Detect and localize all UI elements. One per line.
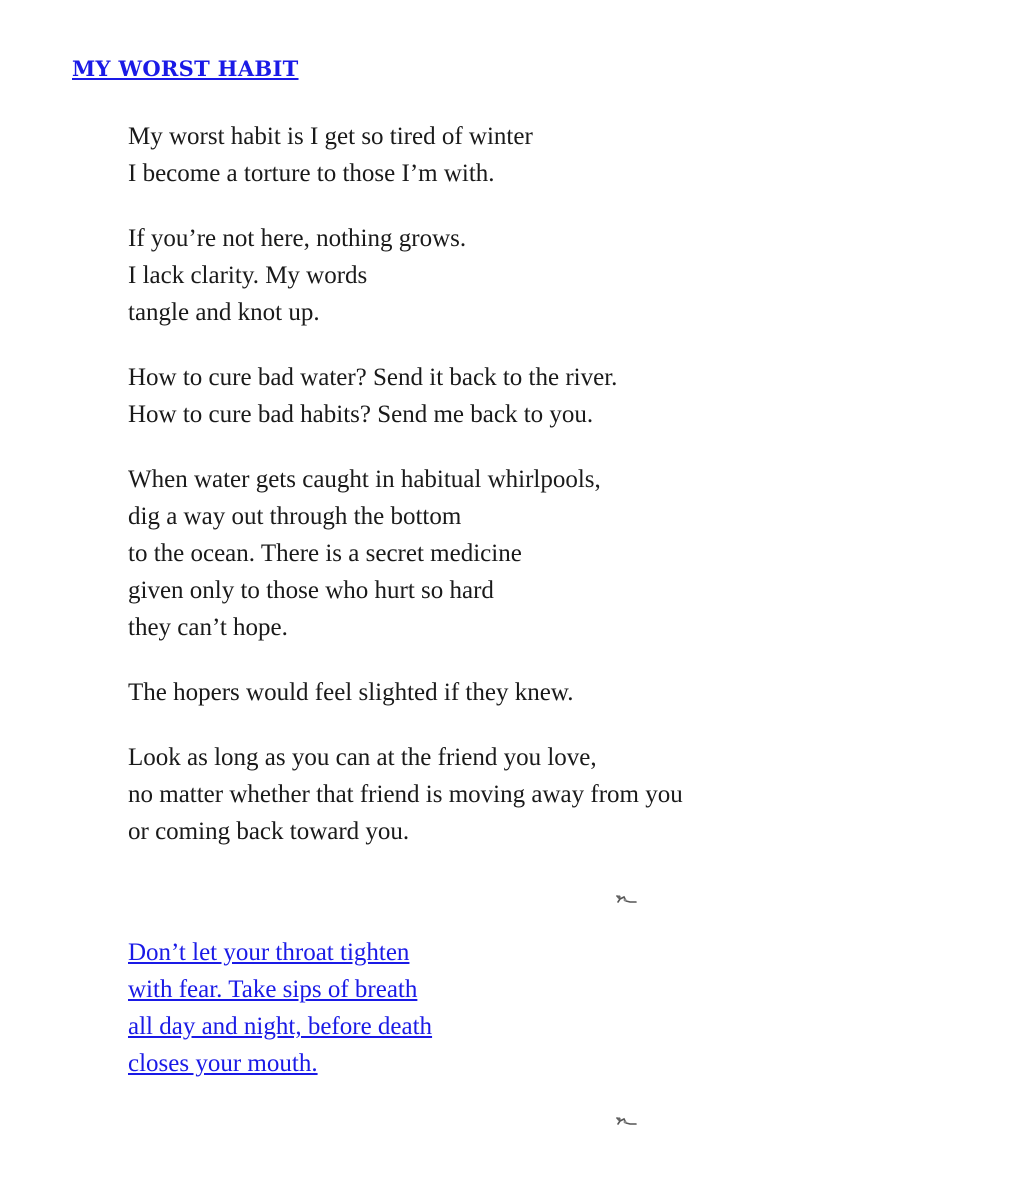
poem-line: My worst habit is I get so tired of winter — [128, 123, 533, 150]
poem-line: Look as long as you can at the friend you love, — [128, 744, 597, 771]
poem-line: The hopers would feel slighted if they knew. — [128, 679, 574, 706]
stanza-1 — [128, 118, 988, 192]
ornament-divider-icon — [614, 893, 640, 905]
poem-line: If you’re not here, nothing grows. — [128, 225, 467, 252]
poem-line: or coming back toward you. — [128, 818, 410, 845]
poem-line: they can’t hope. — [128, 614, 288, 641]
poem-line: tangle and knot up. — [128, 299, 320, 326]
stanza-6 — [128, 739, 988, 850]
poem-line: How to cure bad habits? Send me back to you. — [128, 401, 594, 428]
poem-line: When water gets caught in habitual whirlpools, — [128, 466, 601, 493]
quote-link-line[interactable]: closes your mouth. — [128, 1050, 318, 1077]
stanza-5 — [128, 674, 988, 711]
poem-line: How to cure bad water? Send it back to the river. — [128, 364, 618, 391]
stanza-3 — [128, 359, 988, 433]
poem-line: to the ocean. There is a secret medicine — [128, 540, 522, 567]
quote-link-block[interactable] — [128, 934, 432, 1082]
quote-link-line[interactable]: with fear. Take sips of breath — [128, 976, 418, 1003]
poem-line: I lack clarity. My words — [128, 262, 368, 289]
poem-line: given only to those who hurt so hard — [128, 577, 494, 604]
poem-line: no matter whether that friend is moving away from you — [128, 781, 683, 808]
ornament-divider-icon — [614, 1115, 640, 1127]
poem-body — [128, 118, 988, 878]
quote-link-line[interactable]: Don’t let your throat tighten — [128, 939, 410, 966]
stanza-2 — [128, 220, 988, 331]
quote-link-line[interactable]: all day and night, before death — [128, 1013, 433, 1040]
poem-line: I become a torture to those I’m with. — [128, 160, 495, 187]
poem-title-link[interactable]: MY WORST HABIT — [72, 56, 299, 81]
poem-line: dig a way out through the bottom — [128, 503, 462, 530]
stanza-4 — [128, 461, 988, 646]
